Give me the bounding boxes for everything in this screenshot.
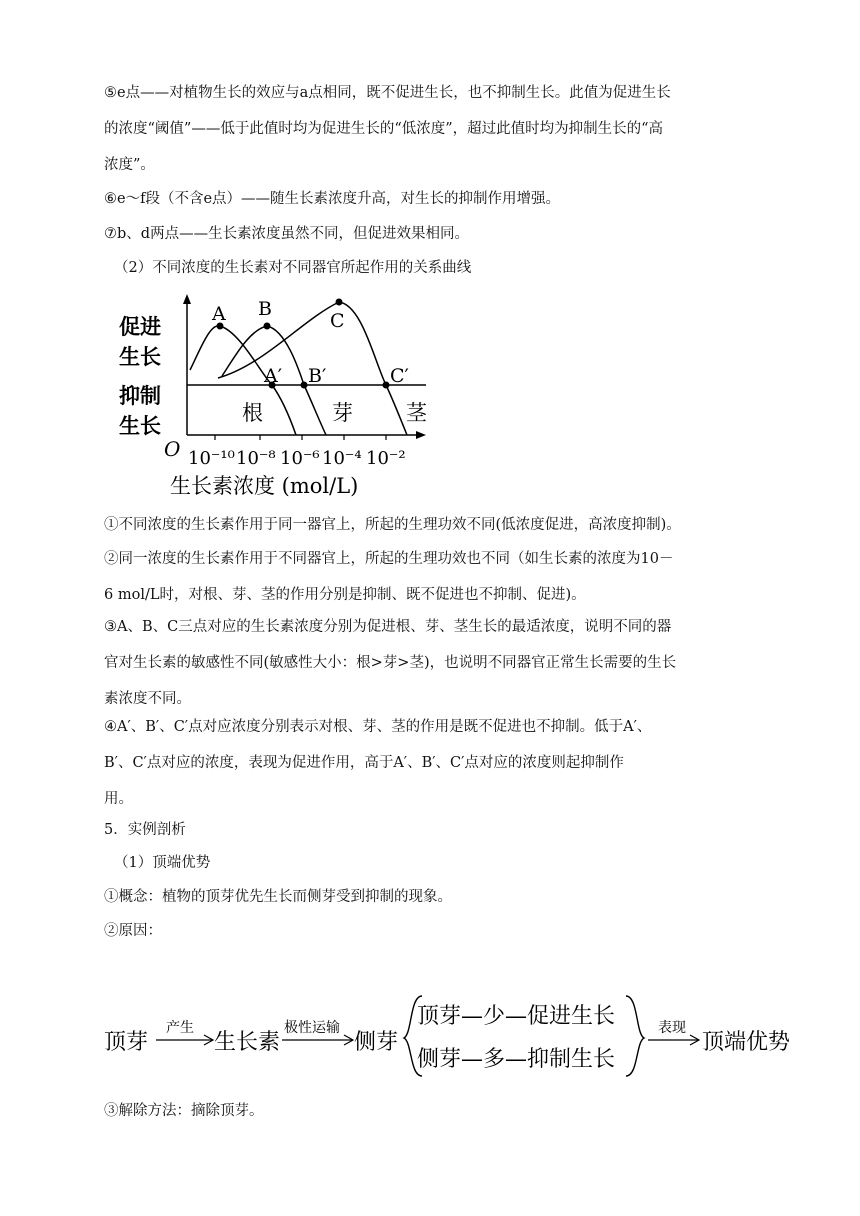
- note-1: ①不同浓度的生长素作用于同一器官上，所起的生理功效不同(低浓度促进，高浓度抑制)。: [104, 517, 681, 533]
- auxin-concentration-figure: [114, 290, 434, 500]
- x-axis-title: 生长素浓度 (mol/L): [170, 474, 359, 498]
- x-axis-arrow: [416, 431, 426, 439]
- ylabel-promote-2: 生长: [119, 344, 161, 369]
- flow-arrow1-label: 产生: [166, 1020, 194, 1036]
- text-line: 用。: [104, 791, 133, 807]
- point-c: [336, 299, 343, 306]
- flow-target: 侧芽: [354, 1030, 399, 1055]
- point-b-prime: [301, 382, 308, 389]
- note-4: [104, 709, 724, 817]
- text-line: ④A′、B′、C′点对应浓度分别表示对根、芽、茎的作用是既不促进也不抑制。低于A′、: [104, 719, 652, 735]
- x-tick-label: 10⁻¹⁰: [188, 448, 235, 469]
- x-tick-label: 10⁻⁶: [280, 448, 320, 469]
- flow-arrow2-label: 极性运输: [284, 1020, 340, 1036]
- paragraph-5: [104, 75, 724, 183]
- right-brace: [626, 996, 644, 1076]
- apical-dominance-flow: [100, 990, 820, 1080]
- concept-line: ①概念：植物的顶芽优先生长而侧芽受到抑制的现象。: [104, 889, 452, 905]
- section-heading-5: 5．实例剖析: [104, 822, 186, 838]
- text-line: 的浓度“阈值”——低于此值时均为促进生长的“低浓度”，超过此值时均为抑制生长的“高: [104, 121, 664, 137]
- x-tick-label: 10⁻⁸: [236, 448, 276, 469]
- label-c: C: [330, 310, 345, 332]
- label-c-prime: C′: [390, 365, 409, 387]
- text-line: 浓度”。: [104, 157, 155, 173]
- note-2: [104, 541, 724, 613]
- note-3: [104, 609, 724, 717]
- cause-line: ②原因：: [104, 923, 162, 939]
- label-a-prime: A′: [264, 365, 283, 387]
- flow-arrow3-label: 表现: [658, 1020, 686, 1036]
- x-tick-label: 10⁻²: [366, 448, 406, 469]
- region-stem: 茎: [406, 401, 427, 425]
- flow-result: 顶端优势: [702, 1030, 791, 1055]
- flow-branch-2: 侧芽—多—抑制生长: [417, 1047, 616, 1072]
- region-root: 根: [242, 401, 263, 425]
- label-b-prime: B′: [308, 365, 327, 387]
- label-a: A: [212, 303, 226, 325]
- text-line: ③A、B、C三点对应的生长素浓度分别为促进根、芽、茎生长的最适浓度，说明不同的器: [104, 619, 672, 635]
- origin-label: O: [164, 437, 181, 461]
- text-line: B′、C′点对应的浓度，表现为促进作用，高于A′、B′、C′点对应的浓度则起抑制作: [104, 755, 624, 771]
- ylabel-inhibit-1: 抑制: [119, 383, 161, 408]
- ylabel-inhibit-2: 生长: [119, 413, 161, 438]
- point-c-prime: [383, 382, 390, 389]
- y-axis-arrow: [183, 294, 191, 304]
- section-heading-2: （2）不同浓度的生长素对不同器官所起作用的关系曲线: [114, 260, 472, 276]
- text-line: ②同一浓度的生长素作用于不同器官上，所起的生理功效也不同（如生长素的浓度为10－: [104, 551, 674, 567]
- subheading-apical-dominance: （1）顶端优势: [114, 855, 211, 871]
- text-line: ⑤e点——对植物生长的效应与a点相同，既不促进生长，也不抑制生长。此值为促进生长: [104, 85, 671, 101]
- region-bud: 芽: [332, 401, 353, 425]
- text-line: 官对生长素的敏感性不同(敏感性大小：根>芽>茎)，也说明不同器官正常生长需要的生长: [104, 655, 677, 671]
- flow-branch-1: 顶芽—少—促进生长: [417, 1004, 616, 1029]
- text-line: 素浓度不同。: [104, 691, 191, 707]
- flow-start: 顶芽: [104, 1030, 149, 1055]
- flow-mid: 生长素: [214, 1030, 281, 1055]
- removal-method: ③解除方法：摘除顶芽。: [104, 1103, 264, 1119]
- text-line: 6 mol/L时，对根、芽、茎的作用分别是抑制、既不促进也不抑制、促进)。: [104, 587, 586, 603]
- x-tick-label: 10⁻⁴: [322, 448, 362, 469]
- paragraph-6: ⑥e～f段（不含e点）——随生长素浓度升高，对生长的抑制作用增强。: [104, 191, 561, 207]
- paragraph-7: ⑦b、d两点——生长素浓度虽然不同，但促进效果相同。: [104, 226, 470, 242]
- ylabel-promote-1: 促进: [119, 314, 161, 339]
- label-b: B: [258, 298, 272, 320]
- point-b: [264, 323, 271, 330]
